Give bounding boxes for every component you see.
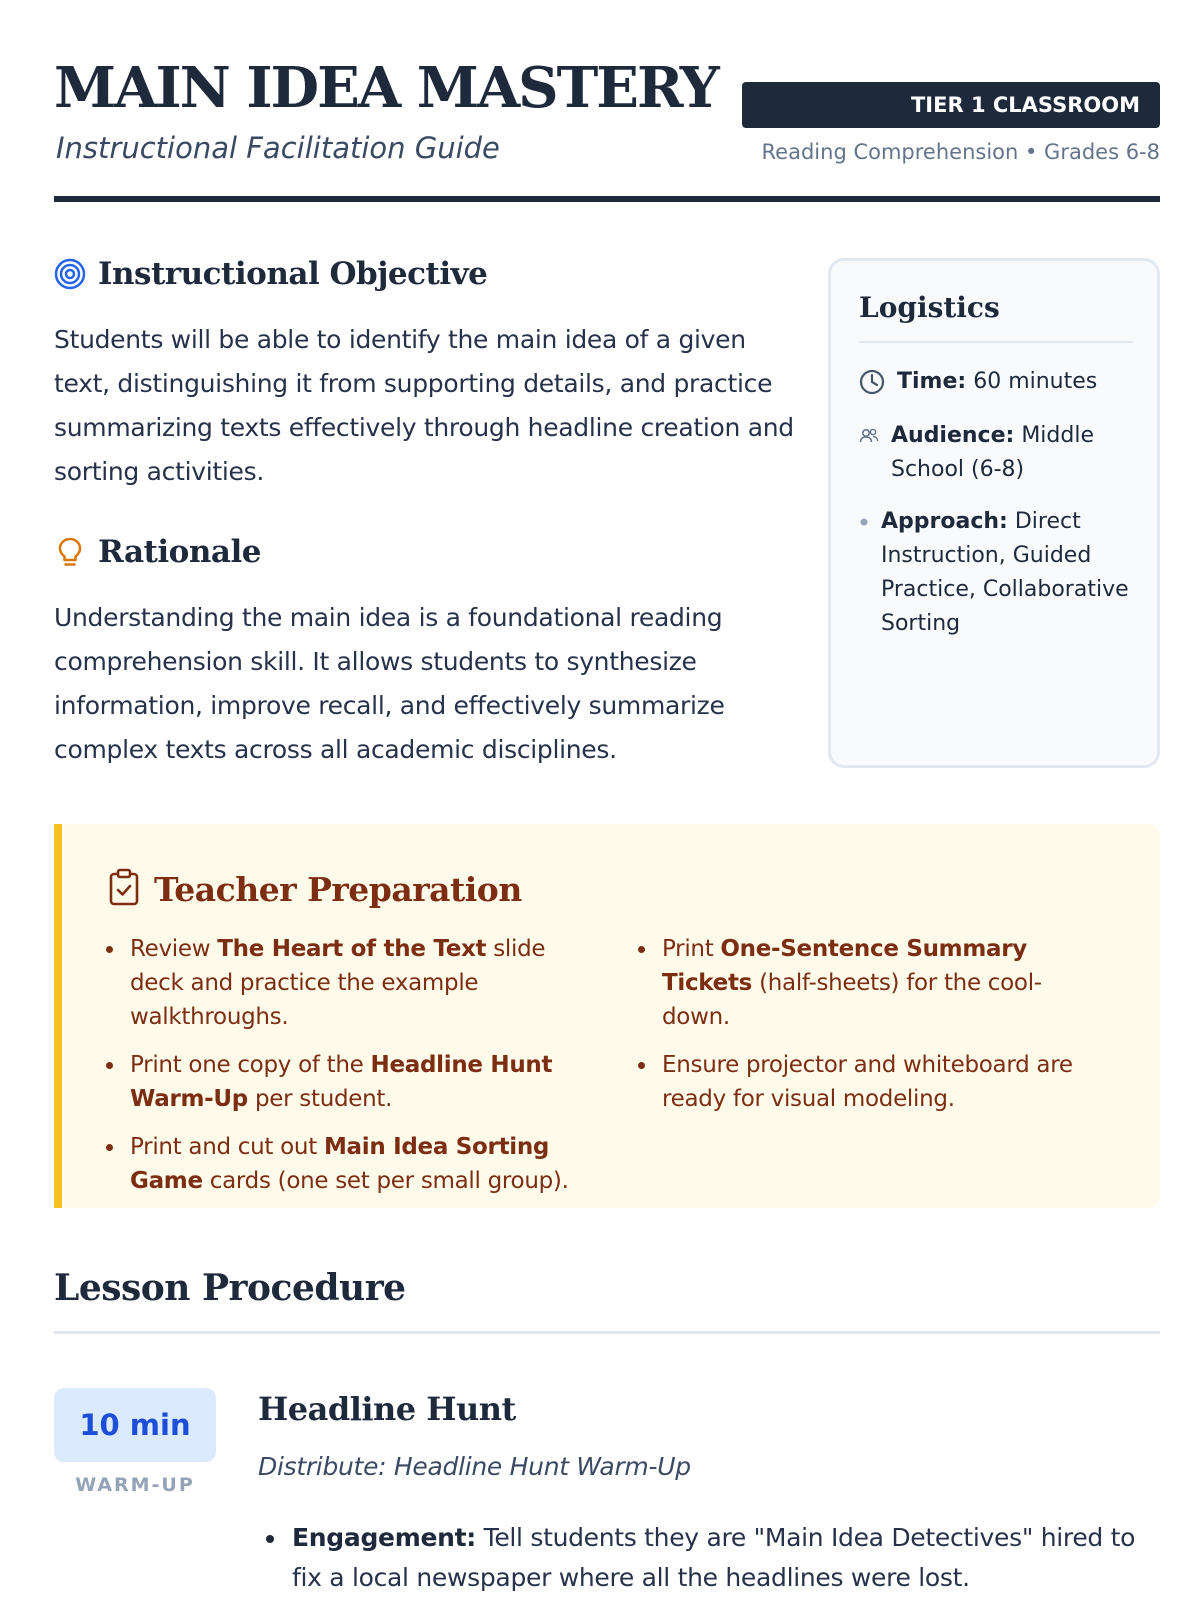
clipboard-check-icon [108,868,140,910]
prep-item: Review The Heart of the Text slide deck and practice the example walkthroughs. [100,932,570,1034]
logistics-time [859,365,1139,399]
audience-label: Audience: [891,423,1015,448]
users-icon [859,419,879,487]
prep-heading-row [108,868,522,910]
rationale-text: Understanding the main idea is a foundational reading comprehension skill. It allows students to synthesize information, improve recall, and effectively summarize complex texts across all academic disciplines. [54,603,725,764]
subject-grade-meta: Reading Comprehension • Grades 6-8 [761,140,1160,164]
prep-column-right [632,932,1102,1130]
rationale-heading: Rationale [98,534,261,570]
step-time-pill: 10 min [54,1388,216,1462]
prep-column-left [100,932,570,1212]
audience-value: Middle School (6-8) [891,423,1094,482]
objective-heading: Instructional Objective [98,256,488,292]
approach-value: Direct Instruction, Guided Practice, Collaborative Sorting [881,509,1129,636]
step-title: Headline Hunt [258,1390,516,1428]
time-label: Time: [897,369,967,394]
prep-heading: Teacher Preparation [154,869,522,909]
logistics-audience [859,419,1139,487]
objective-heading-row [54,256,487,292]
lightbulb-icon [54,536,86,568]
step-bullet-list [258,1518,1158,1598]
step-phase-label: WARM-UP [75,1474,195,1496]
tier-badge: TIER 1 CLASSROOM [742,82,1160,128]
prep-item: Print and cut out Main Idea Sorting Game cards (one set per small group). [100,1130,570,1198]
time-value: 60 minutes [973,369,1098,394]
dot-icon [859,505,869,641]
approach-label: Approach: [881,509,1008,534]
objective-text: Students will be able to identify the main idea of a given text, distinguishing it from supporting details, and practice summarizing texts effectively through headline creation and sorting activities. [54,325,794,486]
rationale-heading-row [54,534,261,570]
page-title: MAIN IDEA MASTERY [54,55,718,121]
page-subtitle: Instructional Facilitation Guide [56,131,500,165]
lesson-procedure-heading: Lesson Procedure [54,1267,406,1309]
logistics-heading: Logistics [859,289,1133,343]
logistics-card [828,258,1160,768]
prep-item: Print one copy of the Headline Hunt Warm-Up per student. [100,1048,570,1116]
prep-item: Ensure projector and whiteboard are ready for visual modeling. [632,1048,1102,1116]
teacher-preparation-panel [54,824,1160,1208]
logistics-approach [859,505,1139,641]
page-header [54,56,1160,202]
clock-icon [859,365,885,399]
step-bullet: Engagement: Tell students they are "Main Idea Detectives" hired to fix a local newspaper where all the headlines were lost. [258,1518,1158,1598]
step-distribute: Distribute: Headline Hunt Warm-Up [258,1452,691,1481]
lesson-procedure-section [54,1264,1160,1334]
target-icon [54,258,86,290]
prep-item: Print One-Sentence Summary Tickets (half-sheets) for the cool-down. [632,932,1102,1034]
